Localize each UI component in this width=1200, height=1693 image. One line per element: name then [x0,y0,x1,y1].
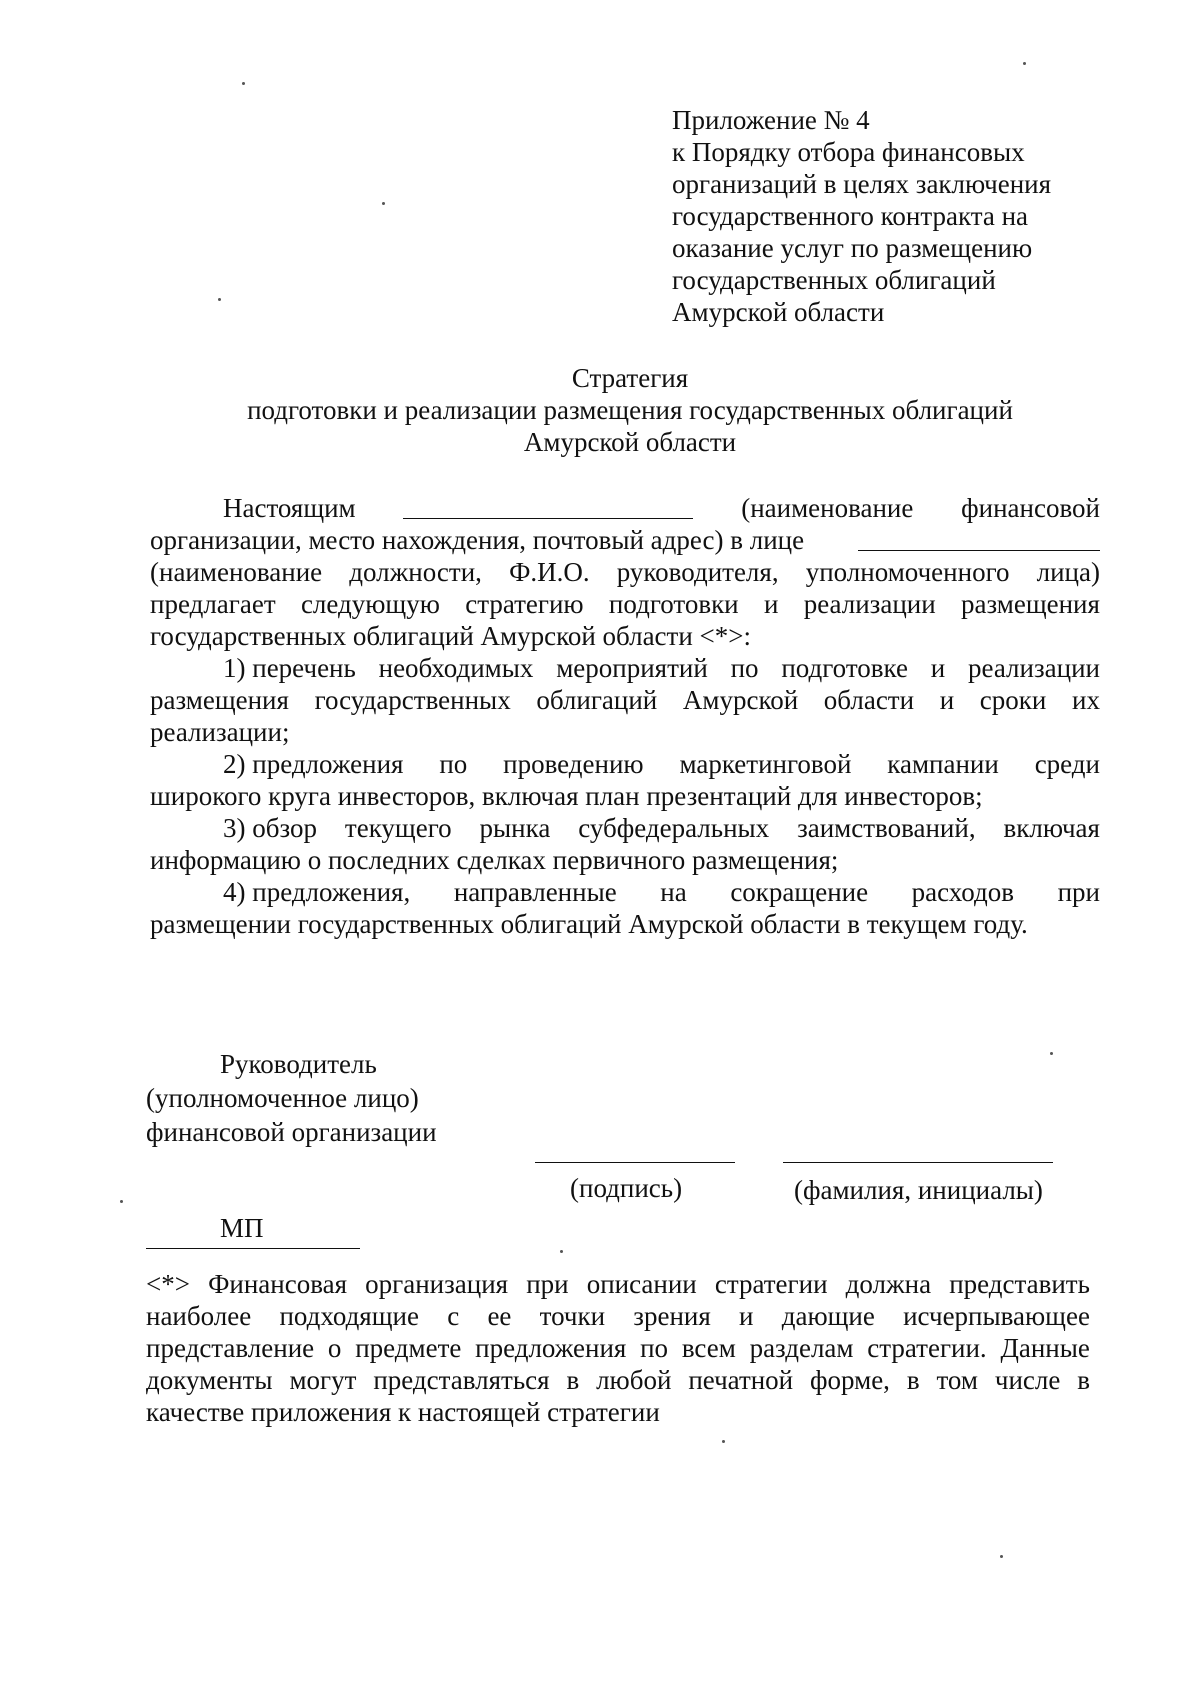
item-2-line-1 [150,748,1100,780]
item-2-line-2: широкого круга инвесторов, включая план презентаций для инвесторов; [150,781,983,811]
footnote-line-2 [146,1300,1090,1332]
intro-text: организации, место нахождения, почтовый адрес) в лице [150,525,805,555]
word: стратегию [465,589,584,619]
intro-line-2 [150,524,1100,556]
appendix-line: оказание услуг по размещению [672,233,1033,263]
word: включая [1003,813,1100,843]
word: любой [596,1365,672,1395]
scan-speck [382,202,385,205]
item-4-line-2: размещении государственных облигаций Амурской области в текущем году. [150,909,1028,939]
word: Ф.И.О. [509,557,590,587]
word: числе [994,1365,1061,1395]
word: направленные [453,877,617,907]
word: среди [1034,749,1100,779]
word: документы [146,1365,273,1395]
word: следующую [300,589,440,619]
word: организация [365,1269,509,1299]
word: исчерпывающее [903,1301,1090,1331]
appendix-line: государственного контракта на [672,201,1028,231]
footnote-line-3 [146,1332,1090,1364]
document-title [150,362,1110,458]
word: расходов [911,877,1014,907]
word: мероприятий [556,653,708,683]
word: маркетинговой [679,749,852,779]
title-line: Стратегия [571,363,689,393]
word: наиболее [146,1301,252,1331]
word: и [939,685,955,715]
word: 4) предложения, [223,877,411,907]
word: точки [539,1301,606,1331]
word: по [640,1333,669,1363]
word: с [447,1301,460,1331]
item-1-line-3: реализации; [150,717,290,747]
word: субфедеральных [578,813,770,843]
word: области [823,685,915,715]
scan-speck [1023,62,1026,65]
intro-line-5: государственных облигаций Амурской области <*>: [150,621,751,651]
signatory-line: финансовой организации [146,1117,437,1147]
title-line: подготовки и реализации размещения государственных облигаций [247,395,1013,425]
footnote-line-4 [146,1364,1090,1396]
word: могут [289,1365,357,1395]
word: сроки [979,685,1047,715]
word: текущего [344,813,452,843]
word: печатной [688,1365,794,1395]
word: и [763,589,779,619]
word: рынка [479,813,551,843]
word: сокращение [730,877,869,907]
signature-caption: (подпись) [570,1173,683,1203]
name-caption: (фамилия, инициалы) [794,1175,1043,1205]
scan-speck [242,82,245,85]
word: <*> [146,1269,190,1299]
stamp-place-label: МП [220,1213,264,1243]
intro-line-3 [150,556,1100,588]
appendix-line: Приложение № 4 [672,105,870,135]
item-3-line-1 [150,812,1100,844]
word: и [739,1301,754,1331]
word: 1) перечень [223,653,356,683]
word: стратегии. [867,1333,987,1363]
appendix-line: государственных облигаций [672,265,996,295]
word: представляться [373,1365,550,1395]
word: должности, [349,557,482,587]
word: зрения [633,1301,711,1331]
word: их [1072,685,1100,715]
word: подготовке [781,653,908,683]
name-initials-field[interactable] [783,1160,1053,1163]
word: представление [146,1333,315,1363]
word: описании [586,1269,697,1299]
intro-line-1 [150,492,1100,524]
signatory-line: (уполномоченное лицо) [146,1083,419,1113]
word: 3) обзор [223,813,317,843]
item-1-line-2 [150,684,1100,716]
word: разделам [749,1333,854,1363]
item-4-line-1 [150,876,1100,908]
word: кампании [887,749,999,779]
word: лица) [1036,557,1100,587]
org-name-field[interactable] [403,492,693,519]
word: о [327,1333,342,1363]
scan-speck [120,1200,123,1203]
word: том [936,1365,978,1395]
intro-word: Настоящим [223,493,356,523]
appendix-header [672,104,1092,328]
word: стратегии [714,1269,828,1299]
word: всем [681,1333,736,1363]
signature-field[interactable] [535,1160,735,1163]
intro-line-4 [150,588,1100,620]
footnote-divider [146,1248,360,1249]
signatory-label [146,1047,437,1149]
word: заимствований, [797,813,976,843]
word: необходимых [378,653,534,683]
intro-word: финансовой [961,493,1100,523]
document-body [150,492,1100,940]
scan-speck [1050,1052,1053,1055]
word: подходящие [279,1301,419,1331]
word: 2) предложения [223,749,404,779]
appendix-line: организаций в целях заключения [672,169,1052,199]
word: в [1077,1365,1090,1395]
word: руководителя, [616,557,779,587]
word: ее [487,1301,512,1331]
word: при [1057,877,1100,907]
word: государственных [314,685,511,715]
word: размещения [150,685,289,715]
word: предлагает [150,589,276,619]
intro-word: (наименование [741,493,914,523]
word: представить [949,1269,1090,1299]
appendix-line: Амурской области [672,297,885,327]
word: в [906,1365,920,1395]
word: Амурской [682,685,799,715]
scan-speck [722,1440,725,1443]
scan-speck [218,298,221,301]
word: размещения [961,589,1100,619]
appendix-line: к Порядку отбора финансовых [672,137,1025,167]
word: по [439,749,468,779]
title-line: Амурской области [523,427,737,457]
word: дающие [781,1301,875,1331]
representative-field[interactable] [858,524,1100,551]
footnote-line-5: качестве приложения к настоящей стратегии [146,1397,660,1427]
word: облигаций [536,685,658,715]
word: и [930,653,946,683]
word: реализации [968,653,1100,683]
footnote-line-1 [146,1268,1090,1300]
word: при [526,1269,569,1299]
word: уполномоченного [805,557,1010,587]
word: Данные [1000,1333,1090,1363]
word: Финансовая [208,1269,348,1299]
word: реализации [803,589,936,619]
word: на [660,877,687,907]
scan-speck [1000,1555,1003,1558]
item-3-line-2: информацию о последних сделках первичного размещения; [150,845,839,875]
word: предмете [355,1333,462,1363]
footnote [146,1268,1090,1428]
item-1-line-1 [150,652,1100,684]
word: должна [845,1269,932,1299]
word: подготовки [608,589,739,619]
word: по [730,653,759,683]
word: в [566,1365,580,1395]
signatory-line: Руководитель [220,1049,377,1079]
word: предложения [475,1333,627,1363]
scan-speck [560,1250,563,1253]
word: (наименование [150,557,323,587]
word: форме, [810,1365,890,1395]
word: проведению [503,749,644,779]
